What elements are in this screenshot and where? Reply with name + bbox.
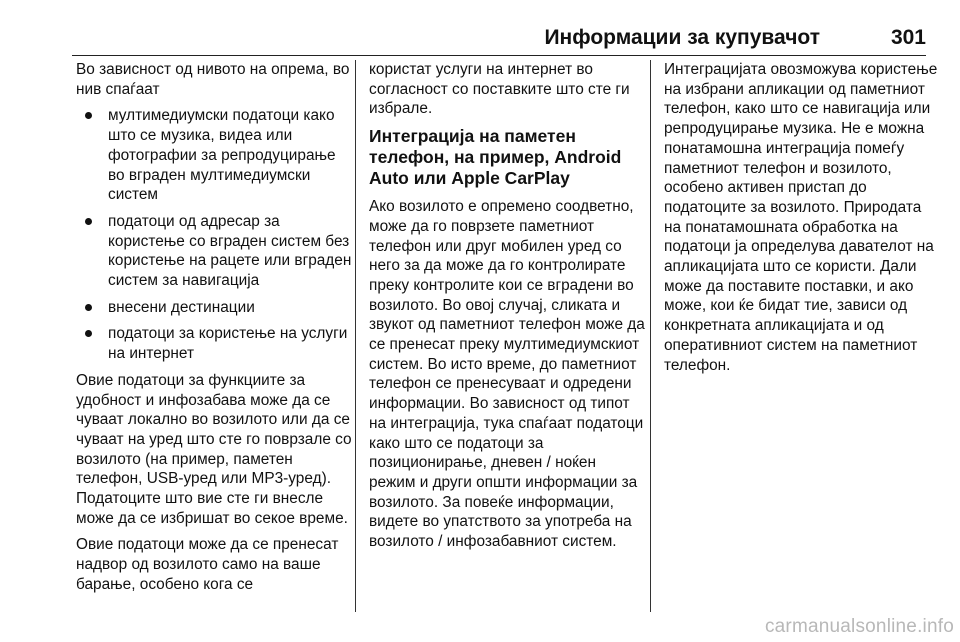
- list-item: внесени дестинации: [76, 298, 352, 318]
- column-divider-1: [355, 60, 356, 612]
- section-heading: Интеграција на паметен телефон, на пример, Android Auto или Apple CarPlay: [369, 126, 622, 189]
- column-divider-2: [650, 60, 651, 612]
- body-paragraph: Овие податоци може да се пренесат надвор од возилото само на ваше барање, особено кога се: [76, 536, 339, 593]
- body-paragraph: Овие податоци за функциите за удобност и инфозабава може да се чуваат локално во возилото или да се чуваат на уред што сте го поврзале со возилото (на пример, паметен телефон, USB-уред или MP3-уред). Податоците што вие сте ги внесле може да се избришат во секое време.: [76, 371, 352, 527]
- list-item: податоци за користење на услуги на интернет: [76, 324, 352, 363]
- page-number: 301: [890, 26, 926, 49]
- watermark: carmanualsonline.info: [764, 616, 954, 637]
- body-paragraph: користат услуги на интернет во согласност со поставките што сте ги избрале.: [369, 61, 630, 118]
- list-item: податоци од адресар за користење со вграден систем без користење на рацете или вграден систем за навигација: [76, 212, 352, 291]
- text-column-3: [664, 60, 940, 382]
- bullet-icon: [85, 304, 92, 311]
- body-paragraph: Интеграцијата овозможува користење на избрани апликации од паметниот телефон, како што се навигација или репродуцирање музика. Не е можна понатамошна интеграција помеѓу паметниот телефон и возилото, особено активен пристап до податоците за возилото. Природата на понатамошната обработка на податоци ја определува давателот на апликацијата што се користи. Дали може да поставите поставки, и ако може, кои ќе бидат тие, зависи од конкретната апликацијата и од оперативниот систем на паметниот телефон.: [664, 61, 938, 374]
- bullet-icon: [85, 218, 92, 225]
- bullet-icon: [85, 112, 92, 119]
- body-paragraph: Ако возилото е опремено соодветно, може да го поврзете паметниот телефон или друг мобилен уред со него за да може да го контролирате преку контролите кои се вградени во возилото. Во овој случај, сликата и звукот од паметниот телефон може да се пренесат преку мултимедиумскиот систем. Во исто време, до паметниот телефон се пренесуваат и одредени информации. Во зависност од типот на интеграција, тука спаѓаат податоци како што се податоци за позиционирање, дневен / ноќен режим и други општи информации за возилото. За повеќе информации, видете во упатството за употреба на возилото / инфозабавниот систем.: [369, 198, 645, 551]
- text-column-1: [76, 60, 352, 602]
- page-header: [72, 22, 926, 56]
- bullet-list: [76, 106, 352, 363]
- header-divider: [72, 55, 926, 57]
- intro-paragraph: Во зависност од нивото на опрема, во нив спаѓаат: [76, 61, 350, 98]
- text-column-2: [369, 60, 645, 559]
- bullet-icon: [85, 330, 92, 337]
- list-item: мултимедиумски податоци како што се музика, видеа или фотографии за репродуцирање во вграден мултимедиумски систем: [76, 106, 352, 205]
- page-title: Информации за купувачот: [544, 26, 820, 49]
